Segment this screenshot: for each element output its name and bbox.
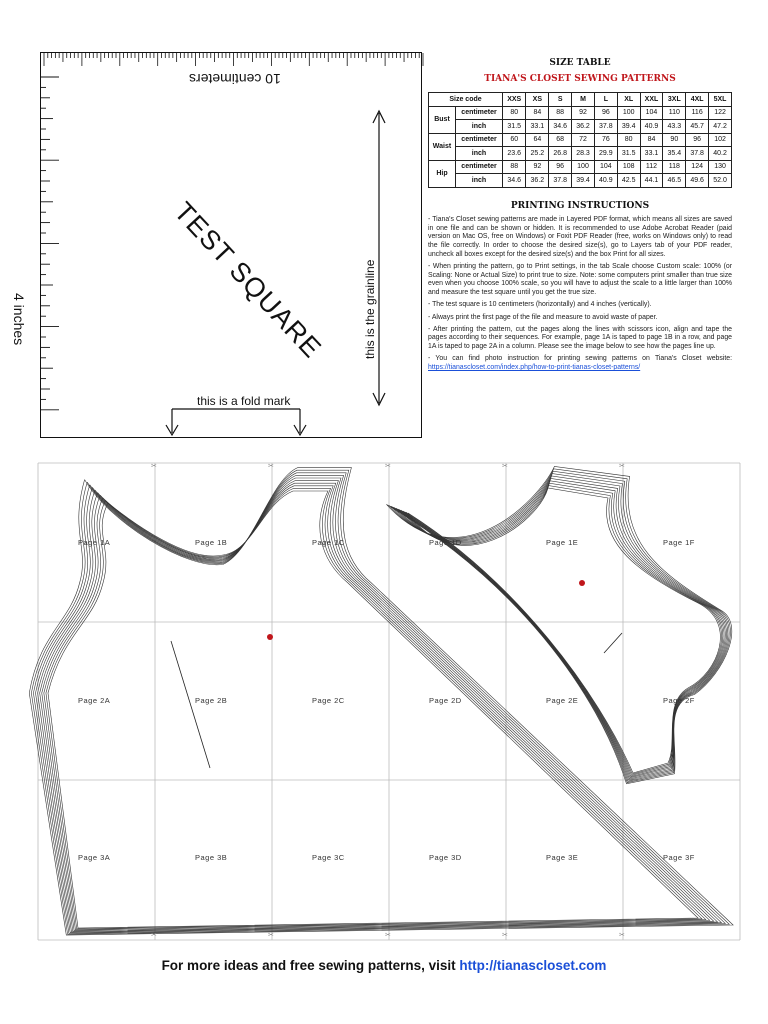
footer-text: For more ideas and free sewing patterns, visit bbox=[161, 958, 460, 973]
page-label: Page 1B bbox=[195, 538, 228, 547]
page-label: Page 2A bbox=[78, 696, 111, 705]
value-cell: 40.9 bbox=[640, 120, 663, 134]
page-label: Page 2B bbox=[195, 696, 228, 705]
instruction-text: - You can find photo instruction for printing sewing patterns on Tiana's Closet website: bbox=[428, 355, 732, 363]
table-row bbox=[429, 133, 732, 147]
unit-cell: centimeter bbox=[456, 160, 503, 174]
instruction-paragraph bbox=[428, 355, 732, 372]
value-cell: 35.4 bbox=[663, 147, 686, 161]
value-cell: 72 bbox=[572, 133, 595, 147]
value-cell: 88 bbox=[503, 160, 526, 174]
size-header: S bbox=[549, 93, 572, 107]
value-cell: 84 bbox=[640, 133, 663, 147]
size-header: L bbox=[594, 93, 617, 107]
value-cell: 36.2 bbox=[526, 174, 549, 188]
value-cell: 23.6 bbox=[503, 147, 526, 161]
value-cell: 96 bbox=[594, 106, 617, 120]
svg-text:✂: ✂ bbox=[151, 932, 157, 939]
value-cell: 104 bbox=[594, 160, 617, 174]
value-cell: 40.9 bbox=[594, 174, 617, 188]
value-cell: 42.5 bbox=[617, 174, 640, 188]
size-header: XL bbox=[617, 93, 640, 107]
size-table-title: SIZE TABLE bbox=[549, 58, 611, 68]
value-cell: 100 bbox=[572, 160, 595, 174]
footer bbox=[0, 958, 768, 973]
table-row bbox=[429, 160, 732, 174]
page-label: Page 3A bbox=[78, 853, 111, 862]
value-cell: 60 bbox=[503, 133, 526, 147]
page-label: Page 2F bbox=[663, 696, 695, 705]
instructions-body bbox=[428, 216, 732, 376]
value-cell: 80 bbox=[503, 106, 526, 120]
inches-label: 4 inches bbox=[11, 293, 27, 346]
value-cell: 52.0 bbox=[709, 174, 732, 188]
page-label: Page 2E bbox=[546, 696, 579, 705]
instruction-paragraph: - Tiana's Closet sewing patterns are made in Layered PDF format, which means all sizes are saved in one file and can be shown or hidden. It is recommended to use Adobe Acrobat Reader (paid version on Mac OS, free on Windows) or Foxit PDF Reader (free, works on Windows only) to read the file correctly. In order to choose the desired size(s), go to Layers tab of your PDF reader, uncheck all boxes except for the desired size(s) and the box Print for all sizes. bbox=[428, 216, 732, 258]
svg-text:✂: ✂ bbox=[502, 932, 508, 939]
value-cell: 26.8 bbox=[549, 147, 572, 161]
page-label: Page 1F bbox=[663, 538, 695, 547]
size-code-header: Size code bbox=[429, 93, 503, 107]
value-cell: 92 bbox=[572, 106, 595, 120]
value-cell: 96 bbox=[686, 133, 709, 147]
test-square bbox=[11, 52, 422, 438]
value-cell: 124 bbox=[686, 160, 709, 174]
value-cell: 28.3 bbox=[572, 147, 595, 161]
value-cell: 25.2 bbox=[526, 147, 549, 161]
value-cell: 45.7 bbox=[686, 120, 709, 134]
value-cell: 112 bbox=[640, 160, 663, 174]
size-header: XS bbox=[526, 93, 549, 107]
instruction-paragraph: - Always print the first page of the file and measure to avoid waste of paper. bbox=[428, 313, 658, 321]
instruction-paragraph: - After printing the pattern, cut the pages along the lines with scissors icon, align and tape the pages according to their sequences. For example, page 1A is taped to page 1B in a row, and page 1A is taped to page 2A in a column. Please see the image below to see how the pages line up. bbox=[428, 325, 732, 351]
value-cell: 47.2 bbox=[709, 120, 732, 134]
value-cell: 49.6 bbox=[686, 174, 709, 188]
svg-text:✂: ✂ bbox=[151, 463, 157, 470]
svg-text:✂: ✂ bbox=[268, 463, 274, 470]
pattern-layout bbox=[38, 463, 740, 940]
svg-text:✂: ✂ bbox=[385, 463, 391, 470]
value-cell: 31.5 bbox=[617, 147, 640, 161]
value-cell: 88 bbox=[549, 106, 572, 120]
size-header: 3XL bbox=[663, 93, 686, 107]
page-label: Page 1D bbox=[429, 538, 462, 547]
measurement-group: Bust bbox=[429, 106, 456, 133]
table-row bbox=[429, 120, 732, 134]
size-header: 5XL bbox=[709, 93, 732, 107]
size-header: XXL bbox=[640, 93, 663, 107]
pattern-drawing bbox=[38, 463, 740, 940]
value-cell: 110 bbox=[663, 106, 686, 120]
page-label: Page 3D bbox=[429, 853, 462, 862]
value-cell: 36.2 bbox=[572, 120, 595, 134]
page-label: Page 1C bbox=[312, 538, 345, 547]
value-cell: 29.9 bbox=[594, 147, 617, 161]
measurement-group: Waist bbox=[429, 133, 456, 160]
unit-cell: centimeter bbox=[456, 106, 503, 120]
svg-text:✂: ✂ bbox=[385, 932, 391, 939]
footer-link[interactable]: http://tianascloset.com bbox=[459, 958, 607, 973]
instruction-paragraph: - The test square is 10 centimeters (horizontally) and 4 inches (vertically). bbox=[428, 301, 652, 309]
unit-cell: inch bbox=[456, 147, 503, 161]
value-cell: 37.8 bbox=[594, 120, 617, 134]
test-square-title: TEST SQUARE bbox=[168, 196, 328, 364]
size-header: 4XL bbox=[686, 93, 709, 107]
value-cell: 43.3 bbox=[663, 120, 686, 134]
value-cell: 90 bbox=[663, 133, 686, 147]
value-cell: 34.6 bbox=[503, 174, 526, 188]
page-label: Page 1A bbox=[78, 538, 111, 547]
value-cell: 33.1 bbox=[526, 120, 549, 134]
centimeters-label: 10 centimeters bbox=[189, 71, 281, 87]
value-cell: 102 bbox=[709, 133, 732, 147]
instructions-title: PRINTING INSTRUCTIONS bbox=[510, 201, 650, 211]
value-cell: 96 bbox=[549, 160, 572, 174]
value-cell: 108 bbox=[617, 160, 640, 174]
value-cell: 100 bbox=[617, 106, 640, 120]
fold-mark-label: this is a fold mark bbox=[197, 394, 291, 408]
value-cell: 92 bbox=[526, 160, 549, 174]
instructions-link[interactable]: https://tianascloset.com/index.php/how-to-print-tianas-closet-patterns/ bbox=[428, 364, 641, 372]
size-header: M bbox=[572, 93, 595, 107]
size-header: XXS bbox=[503, 93, 526, 107]
value-cell: 122 bbox=[709, 106, 732, 120]
value-cell: 130 bbox=[709, 160, 732, 174]
unit-cell: centimeter bbox=[456, 133, 503, 147]
grainline-label: this is the grainline bbox=[363, 259, 377, 359]
page-label: Page 3F bbox=[663, 853, 695, 862]
size-header-row bbox=[429, 93, 732, 107]
value-cell: 104 bbox=[640, 106, 663, 120]
page-label: Page 2D bbox=[429, 696, 462, 705]
value-cell: 31.5 bbox=[503, 120, 526, 134]
value-cell: 64 bbox=[526, 133, 549, 147]
unit-cell: inch bbox=[456, 120, 503, 134]
svg-text:✂: ✂ bbox=[619, 463, 625, 470]
value-cell: 80 bbox=[617, 133, 640, 147]
value-cell: 116 bbox=[686, 106, 709, 120]
size-table-subtitle: TIANA'S CLOSET SEWING PATTERNS bbox=[484, 74, 676, 84]
value-cell: 40.2 bbox=[709, 147, 732, 161]
table-row bbox=[429, 106, 732, 120]
value-cell: 34.6 bbox=[549, 120, 572, 134]
value-cell: 44.1 bbox=[640, 174, 663, 188]
page-label: Page 1E bbox=[546, 538, 579, 547]
page-label: Page 3C bbox=[312, 853, 345, 862]
instruction-paragraph: - When printing the pattern, go to Print settings, in the tab Scale choose Custom scale: 100% (or Scaling: None or Actual Size) to print true to size. Note: some computers print smaller than true size even when you choose 100% scale, so you will have to adjust the scale to a little larger than 100% and measure the test square until you get the true size. bbox=[428, 263, 732, 297]
svg-text:✂: ✂ bbox=[502, 463, 508, 470]
value-cell: 37.8 bbox=[549, 174, 572, 188]
size-table bbox=[428, 92, 732, 188]
value-cell: 37.8 bbox=[686, 147, 709, 161]
value-cell: 33.1 bbox=[640, 147, 663, 161]
page-label: Page 3B bbox=[195, 853, 228, 862]
value-cell: 76 bbox=[594, 133, 617, 147]
unit-cell: inch bbox=[456, 174, 503, 188]
table-row bbox=[429, 174, 732, 188]
table-row bbox=[429, 147, 732, 161]
measurement-group: Hip bbox=[429, 160, 456, 187]
svg-text:✂: ✂ bbox=[619, 932, 625, 939]
value-cell: 39.4 bbox=[617, 120, 640, 134]
page-label: Page 3E bbox=[546, 853, 579, 862]
value-cell: 46.5 bbox=[663, 174, 686, 188]
value-cell: 68 bbox=[549, 133, 572, 147]
value-cell: 118 bbox=[663, 160, 686, 174]
value-cell: 39.4 bbox=[572, 174, 595, 188]
svg-text:✂: ✂ bbox=[268, 932, 274, 939]
page-label: Page 2C bbox=[312, 696, 345, 705]
value-cell: 84 bbox=[526, 106, 549, 120]
